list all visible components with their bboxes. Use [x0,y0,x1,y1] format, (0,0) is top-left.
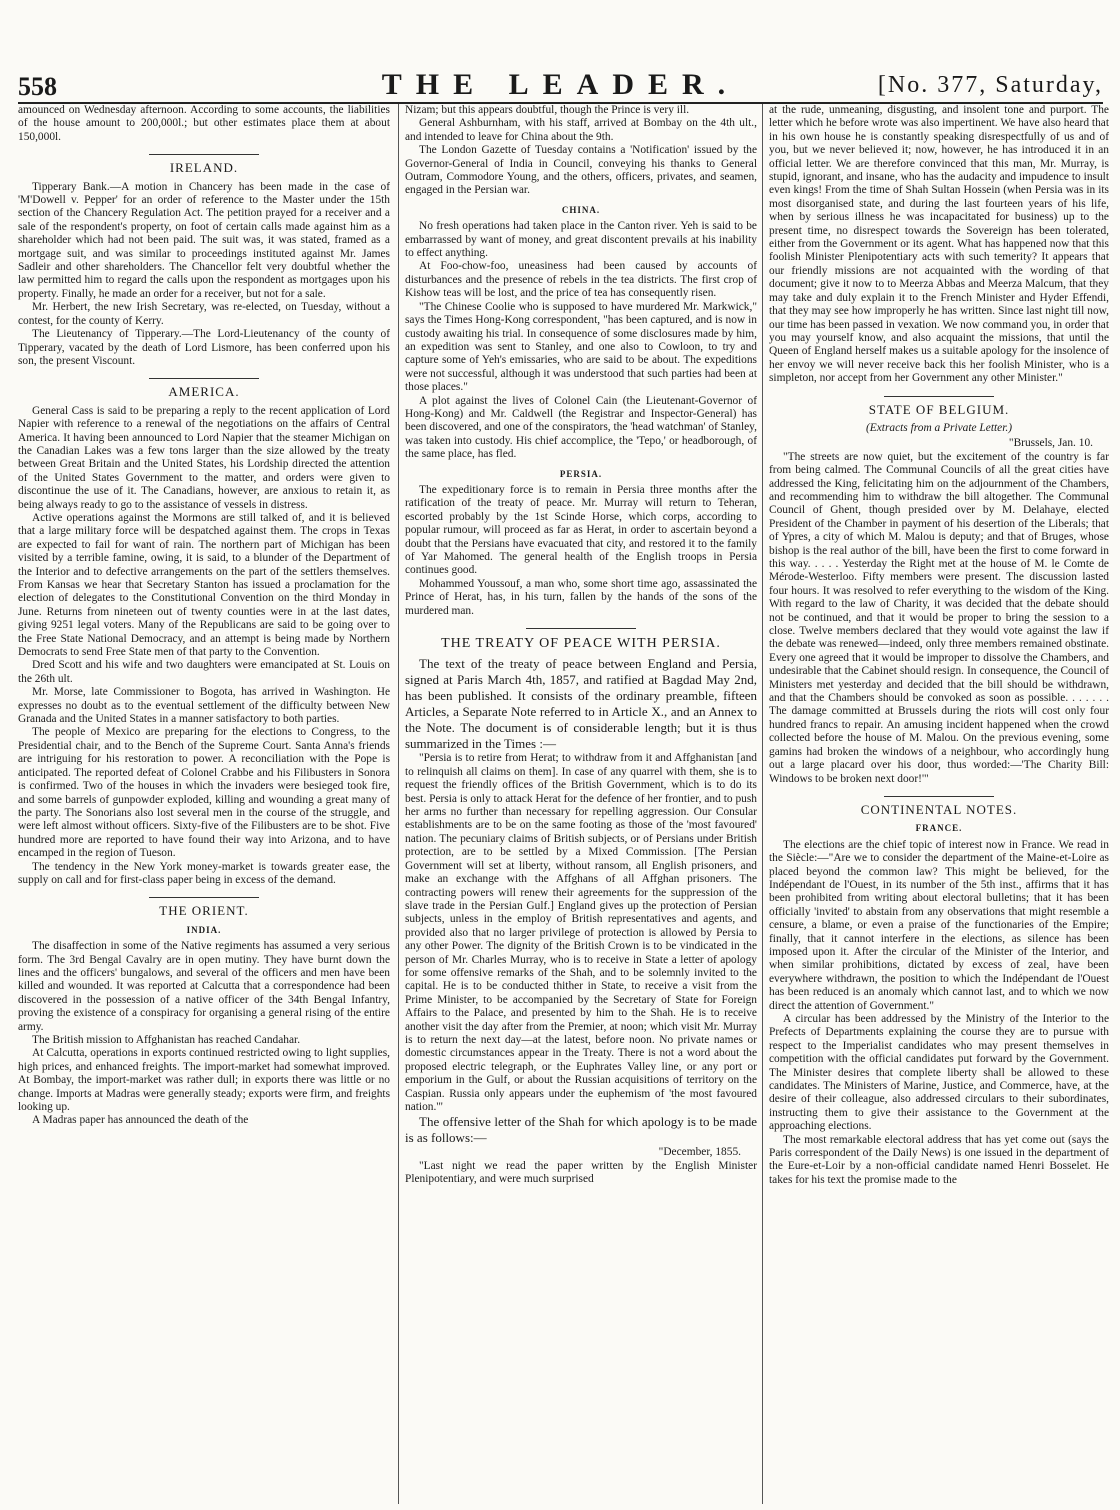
divider [884,396,994,397]
paragraph: "The Chinese Coolie who is supposed to have murdered Mr. Markwick," says the Times Hong-Kong correspondent, "has been captured, and is now in custody awaiting his trial. In consequence of some disclosures made by him, an expedition was sent to Stanley, and one also to Cowloon, to try and capture some of Yeh's emissaries, who are said to be about. The expeditions were not successful, although it was understood that such parties had been at those places." [405,300,757,394]
paragraph: The text of the treaty of peace between England and Persia, signed at Paris March 4th, 1857, and ratified at Bagdad May 2nd, has been published. It consists of the ordinary preamble, fifteen Articles, a Separate Note referred to in Article X., and an Annex to the Note. The document is of considerable length; but it is thus summarized in the Times :— [405,656,757,752]
paragraph: Nizam; but this appears doubtful, though the Prince is very ill. [405,104,690,116]
page-number: 558 [18,72,57,101]
paragraph: General Ashburnham, with his staff, arrived at Bombay on the 4th ult., and intended to leave for China about the 9th. [405,117,757,143]
paragraph: The most remarkable electoral address that has yet come out (says the Paris correspondent of the Daily News) is one issued in the department of the Eure-et-Loir by a non-official candidate named Henri Bosselet. He takes for his text the promise made to the [769,1133,1109,1186]
divider [149,154,259,155]
paragraph: No fresh operations had taken place in the Canton river. Yeh is said to be embarrassed by want of money, and great discontent prevails at his inability to effect anything. [405,220,757,260]
letter-date: "December, 1855. [658,1146,741,1159]
section-heading-ireland: IRELAND. [169,160,239,176]
paragraph: Dred Scott and his wife and two daughters were emancipated at St. Louis on the 26th ult. [18,659,390,685]
paragraph: "The streets are now quiet, but the excitement of the country is far from being calmed. The Communal Councils of all the great cities have addressed the King, felicitating him on the adjournment of the Chambers, and recommending him to withdraw the bill altogether. The Communal Council of Ghent, though presided over by M. Delahaye, elected President of the Chamber in payment of his desertion of the Liberals; that of Ypres, a city of which M. Malou is deputy; and that of Bruges, whose bishop is the real author of the bill, have been the first to come forward in this way. . . . . Yesterday the Right met at the house of M. le Comte de Mérode-Westerloo. Fifty members were present. The discussion lasted four hours. It was resolved to refer everything to the wisdom of the King. With regard to the law of Charity, it was decided that the debate should not be continued, and that it would be proper to bring the session to a close. Twelve members declared that they would vote against the law if the debate was renewed—indeed, only three members remained obstinate. Every one agreed that it would be improper to dissolve the Chambers, and undesirable that the Cabinet should resign. In consequence, the Council of Ministers met yesterday and decided that the bill should be withdrawn, and that the Chambers should be convoked as soon as possible. . . . . . . The damage committed at Brussels during the riots will cost only four hundred francs to repair. An amusing incident happened when the crowd collected before the house of M. Malou. On the previous evening, some gamins had broken the windows of a neighbour, who accordingly hung out a large placard over his door, thus worded:—'The Charity Bill: Windows to be broken next door!'" [769,450,1109,785]
letter-date: "Brussels, Jan. 10. [1008,437,1093,450]
paragraph: Mohammed Youssouf, a man who, some short time ago, assassinated the Prince of Herat, has, in his turn, fallen by the hands of the sons of the murdered man. [405,577,757,617]
paragraph: A Madras paper has announced the death of the [32,1114,249,1127]
paragraph: The London Gazette of Tuesday contains a 'Notification' issued by the Governor-General of India in Council, conveying his thanks to General Outram, Commodore Young, and the others, officers, privates, and seamen, engaged in the Persian war. [405,144,757,197]
section-heading-continental: CONTINENTAL NOTES. [860,801,1018,817]
paragraph: The offensive letter of the Shah for which apology is to be made is as follows:— [405,1114,757,1146]
divider [526,628,636,629]
subheading-france: FRANCE. [915,823,963,834]
paragraph: The expeditionary force is to remain in Persia three months after the ratification of the treaty of peace. Mr. Murray will return to Teheran, escorted probably by the 1st Scinde Horse, which corps, according to popular rumour, will proceed as far as Herat, in order to ascertain beyond a doubt that the Persians have evacuated that city, and restored it to the family of Yar Mahomed. The general health of the English troops in Persia continues good. [405,483,757,577]
paragraph: The elections are the chief topic of interest now in France. We read in the Siècle:—"Are we to consider the department of the Maine-et-Loire as placed beyond the common law? This might be believed, for the Indépendant de l'Ouest, in its number of the 5th inst., affirms that it has been prohibited from writing about electoral bulletins; that it has been officially 'invited' to abstain from any observations that might resemble a censure, a blame, or even a praise of the functionaries of the Empire; finally, that it cannot interfere in the elections, as silence has been imposed upon it. After the circular of the Minister of the Interior, and when similar prohibitions, dictated by excess of zeal, have been everywhere withdrawn, the position to which the Indépendant de l'Ouest has been reduced is an anomaly which cannot last, and to which we now direct the attention of Government." [769,838,1109,1012]
paragraph: "Persia is to retire from Herat; to withdraw from it and Affghanistan [and to relinquish all claims on them]. In case of any quarrel with them, she is to request the friendly offices of the British Government, which is to do its best. Persia is only to attack Herat for the defence of her frontier, and to push her arms no further than necessary for repelling aggression. Our Consular establishments are to be on the same footing as those of the 'most favoured' nation. The pecuniary claims of British subjects, or of Persians under British protection, are to be settled by a Mixed Commission. [The Persian Government will set at liberty, without ransom, all English prisoners, and make an exchange with the Affghans of all Affghan prisoners. The contracting powers will renew their agreements for the suppression of the slave trade in the Persian Gulf.] England gives up the protection of Persian subjects, unless in the employ of British representatives and agents, and provided also that no larger privilege of protection is allowed by Persia to any other Power. The dignity of the British Crown is to be vindicated in the person of Mr. Charles Murray, who is to receive in State a letter of apology for some offensive remarks of the Shah, and to be solemnly invited to the capital. He is to be conducted thither in State, to receive a visit from the Prime Minister, to be accompanied by the Secretary of State for Foreign Affairs to the Palace, and presented by him to the Shah. He is to receive another visit the day after from the Premier, at noon; which visit Mr. Murray is to return the next day—at the latest, before noon. No private names or domestic circumstances appear in the Treaty. There is not a word about the proposed electric telegraph, or the Euphrates Valley line, or any port or emporium in the Gulf, or about the Russian acquisitions of territory on the Caspian. Russia only appears under the euphemism of 'the most favoured nation.'" [405,752,757,1113]
divider [149,378,259,379]
column-2 [398,104,757,1504]
paragraph: At Foo-chow-foo, uneasiness had been caused by accounts of disturbances and the presence of rebels in the tea districts. The first crop of Kishow teas will be lost, and the price of tea has consequently risen. [405,260,757,300]
section-heading-belgium: STATE OF BELGIUM. [868,401,1010,417]
column-3 [762,104,1109,1504]
paragraph: General Cass is said to be preparing a reply to the recent application of Lord Napier with reference to a renewal of the negotiations on the affairs of Central America. It having been announced to Lord Napier that the steamer Michigan on the Canadian Lakes was a few tons larger than the size allowed by the treaty between Great Britain and the United States, his Lordship directed the attention of the United States Government to the matter, and orders were given to discontinue the use of it. The Canadians, however, are anxious to retain it, as being always ready to go to the assistance of vessels in distress. [18,404,390,511]
divider [884,796,994,797]
paragraph: at the rude, unmeaning, disgusting, and insolent tone and purport. The letter which he before wrote was also impertinent. We have also heard that in his own house he is constantly speaking disrespectfully of us and of you, but we never believed it; now, however, he has introduced it in an official letter. We are therefore convinced that this man, Mr. Murray, is stupid, ignorant, and insane, who has the audacity and impudence to insult even kings! From the time of Shah Sultan Hossein (when Persia was in its most disorganised state, and during the last fourteen years of his life, when by serious illness he was incapacitated for business) up to the present time, no disrespect towards the Sovereign has been tolerated, either from the Government or its agent. What has happened now that this foolish Minister Plenipotentiary acts with such temerity? It appears that our friendly missions are not acquainted with the wording of that document; give it now to to Meerza Abbas and Meerza Malcum, that they may take and duly explain it to the French Minister and Hyder Effendi, that they may see how improperly he has written. Since last night till now, our time has been passed in vexation. We now command you, in order that you may yourself know, and also acquaint the missions, that until the Queen of England herself makes us a suitable apology for the insolence of her envoy we will never receive back this her foolish Minister, who is a simpleton, nor accept from her Government any other Minister." [769,104,1109,385]
paragraph: The people of Mexico are preparing for the elections to Congress, to the Presidential chair, and to the Bench of the Supreme Court. Santa Anna's friends are intriguing for his restoration to power. A reconciliation with the Pope is anticipated. The reported defeat of Colonel Crabbe and his Filibusters in Sonora is confirmed. Two of the houses in which the invaders were besieged took fire, and some barrels of gunpowder exploded, killing and wounding a great many of the party. The Sonorians also lost several men in the course of the struggle, and were left almost without officers. Sixty-five of the Filibusters are to be shot. Five hundred more are reported to have found their way into Arizona, and to have encamped in the region of Tueson. [18,726,390,860]
paragraph: Mr. Herbert, the new Irish Secretary, was re-elected, on Tuesday, without a contest, for the county of Kerry. [18,301,390,327]
subheading-india: INDIA. [186,924,222,935]
paragraph: A plot against the lives of Colonel Cain (the Lieutenant-Governor of Hong-Kong) and Mr. Caldwell (the Registrar and Inspector-General) has been discovered, and one of the conspirators, the 'head watchman' of Stanley, was taken into custody. His chief accomplice, the 'Tepo,' or headborough, of the same place, has fled. [405,394,757,461]
paragraph: Tipperary Bank.—A motion in Chancery has been made in the case of 'M'Dowell v. Pepper' for an order of reference to the Master under the 15th section of the Chancery Regulation Act. The petition prayed for a receiver and a sale of the respondent's property, on foot of certain calls made against him as a shareholder which had not been paid. The suit was, it was stated, framed as a mortgage suit, and was similar to proceedings instituted against Mr. James Sadleir and other shareholders. The Chancellor felt very doubtful whether the law permitted him to regard the calls upon the respondent as mortgages upon his property. Finally, he made an order for a receiver, but not for a sale. [18,180,390,300]
paragraph: The tendency in the New York money-market is towards greater ease, the supply on call and for first-class paper being in excess of the demand. [18,860,390,886]
issue-info: [No. 377, Saturday, [877,72,1103,98]
paragraph: amounced on Wednesday afternoon. According to some accounts, the liabilities of the house amount to 200,000l.; but other estimates place them at about 150,000l. [18,104,390,143]
subheading-china: CHINA. [561,204,601,215]
paragraph: The British mission to Affghanistan has reached Candahar. [32,1034,301,1046]
paragraph: The Lieutenancy of Tipperary.—The Lord-Lieutenancy of the county of Tipperary, vacated by the death of Lord Lismore, has been conferred upon his son, the present Viscount. [18,328,390,367]
subheading-persia: PERSIA. [559,468,603,479]
section-heading-orient: THE ORIENT. [159,903,249,919]
paragraph: The disaffection in some of the Native regiments has assumed a very serious form. The 3rd Bengal Cavalry are in open mutiny. They have burnt down the lines and the officers' bungalows, and several of the officers and men have been killed and wounded. It was reported at Calcutta that a correspondence had been discovered in the possession of a native officer of the 34th Bengal Infantry, proving the existence of a conspiracy for organising a general rising of the entire army. [18,940,390,1033]
paragraph: Mr. Morse, late Commissioner to Bogota, has arrived in Washington. He expresses no doubt as to the eventual settlement of the difficulty between New Granada and the United States in a manner satisfactory to both parties. [18,686,390,726]
paragraph: Active operations against the Mormons are still talked of, and it is believed that a large military force will be despatched against them. The crops in Texas are expected to fail for want of rain. The northern part of Michigan has been visited by a terrible famine, owing, it is said, to a blunder of the Department of the Interior and to defective arrangements on the part of the settlers themselves. From Kansas we hear that Secretary Stanton has issued a proclamation for the election of delegates to the Constitutional Convention on the third Monday in June. Returns from nineteen out of twenty counties were in at the last dates, giving 9251 legal voters. Many of the Republicans are said to be going over to the Free State National Democracy, and an attempt is being made by Northern Democrats to send Free State men of that party to the Convention. [18,511,390,659]
paragraph: "Last night we read the paper written by the English Minister Plenipotentiary, and were much surprised [405,1159,757,1186]
paragraph: A circular has been addressed by the Ministry of the Interior to the Prefects of Departments explaining the course they are to pursue with respect to the Imperialist candidates who may present themselves in competition with the official candidates put forward by the Government. The Minister desires that complete liberty shall be allowed to these candidates. The Ministers of Marine, Justice, and Commerce, have, at the desire of their colleague, also addressed circulars to their subordinates, instructing them to give their assistance to the Government at the approaching elections. [769,1013,1109,1133]
paragraph: At Calcutta, operations in exports continued restricted owing to light supplies, high prices, and enhanced freights. The import-market had somewhat improved. At Bombay, the import-market was rather dull; in exports there was little or no change. Imports at Madras were generally steady; exports were firm, and freights looking up. [18,1047,390,1114]
section-heading-america: AMERICA. [168,384,240,400]
section-heading-treaty: THE TREATY OF PEACE WITH PERSIA. [441,636,721,652]
divider [149,897,259,898]
column-1 [18,104,390,1504]
newspaper-title: THE LEADER. [381,68,740,101]
subheading-extracts: (Extracts from a Private Letter.) [865,421,1013,434]
masthead [18,68,1103,104]
